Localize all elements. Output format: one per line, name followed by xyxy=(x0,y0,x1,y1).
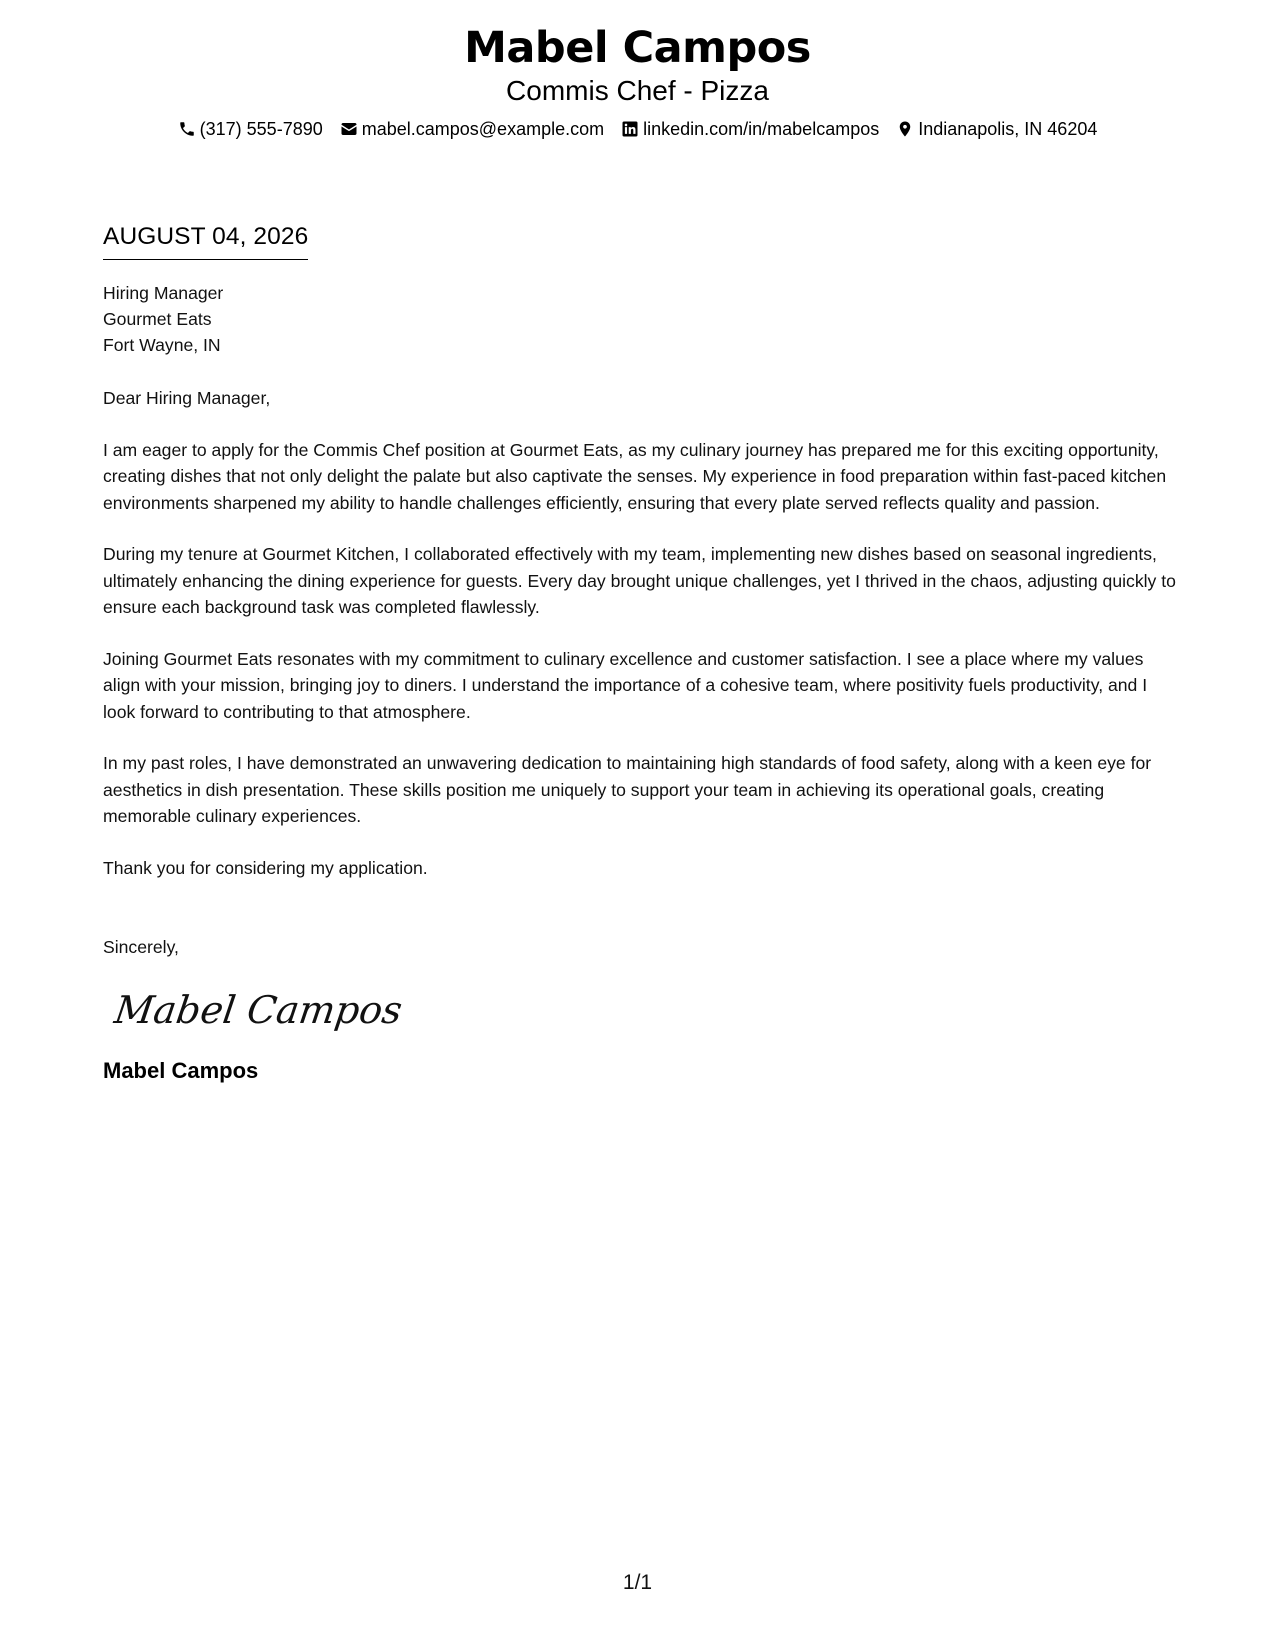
contact-bar xyxy=(0,118,1275,140)
svg-text:Mabel Campos: Mabel Campos xyxy=(111,988,405,1033)
location-text: Indianapolis, IN 46204 xyxy=(918,119,1098,139)
envelope-icon xyxy=(340,120,358,138)
applicant-name: Mabel Campos xyxy=(464,23,811,73)
signer-name: Mabel Campos xyxy=(103,1057,259,1083)
closing: Sincerely, xyxy=(103,937,179,957)
page-number: 1/1 xyxy=(622,1571,653,1594)
letter-body xyxy=(103,222,1176,1085)
contact-email[interactable] xyxy=(340,118,604,140)
email-text: mabel.campos@example.com xyxy=(361,119,605,139)
body-paragraph: I am eager to apply for the Commis Chef position at Gourmet Eats, as my culinary journey has prepared me for this exciting opportunity, creating dishes that not only delight the palate but also captivate the senses. My experience in food preparation within fast-paced kitchen environments sharpened my ability to handle challenges efficiently, ensuring that every plate served reflects quality and passion. xyxy=(103,439,1167,513)
thank-you-line: Thank you for considering my application. xyxy=(103,857,428,878)
recipient-block xyxy=(103,280,1176,358)
recipient-company: Gourmet Eats xyxy=(103,309,212,329)
recipient-location: Fort Wayne, IN xyxy=(103,335,221,355)
linkedin-text: linkedin.com/in/mabelcampos xyxy=(643,119,880,139)
contact-phone[interactable] xyxy=(178,118,323,140)
linkedin-icon xyxy=(621,120,639,138)
phone-text: (317) 555-7890 xyxy=(199,119,323,139)
contact-location xyxy=(896,118,1097,140)
recipient-title: Hiring Manager xyxy=(103,283,224,303)
letter-date: AUGUST 04, 2026 xyxy=(103,222,308,260)
job-title: Commis Chef - Pizza xyxy=(506,75,769,106)
body-paragraph: During my tenure at Gourmet Kitchen, I collaborated effectively with my team, implementing new dishes based on seasonal ingredients, ultimately enhancing the dining experience for guests. Every day brought unique challenges, yet I thrived in the chaos, adjusting quickly to ensure each background task was completed flawlessly. xyxy=(103,544,1176,617)
letter-header xyxy=(0,22,1275,140)
salutation: Dear Hiring Manager, xyxy=(103,388,271,408)
body-paragraph: In my past roles, I have demonstrated an unwavering dedication to maintaining high standards of food safety, along with a keen eye for aesthetics in dish presentation. These skills position me uniquely to support your team in achieving its operational goals, creating memorable culinary experiences. xyxy=(103,753,1152,826)
body-paragraph: Joining Gourmet Eats resonates with my commitment to culinary excellence and customer satisfaction. I see a place where my values align with your mission, bringing joy to diners. I understand the importance of a cohesive team, where positivity fuels productivity, and I look forward to contributing to that atmosphere. xyxy=(103,648,1148,722)
contact-linkedin[interactable] xyxy=(621,118,879,140)
map-marker-icon xyxy=(896,120,914,138)
phone-icon xyxy=(178,120,196,138)
handwritten-signature xyxy=(111,981,1176,1043)
